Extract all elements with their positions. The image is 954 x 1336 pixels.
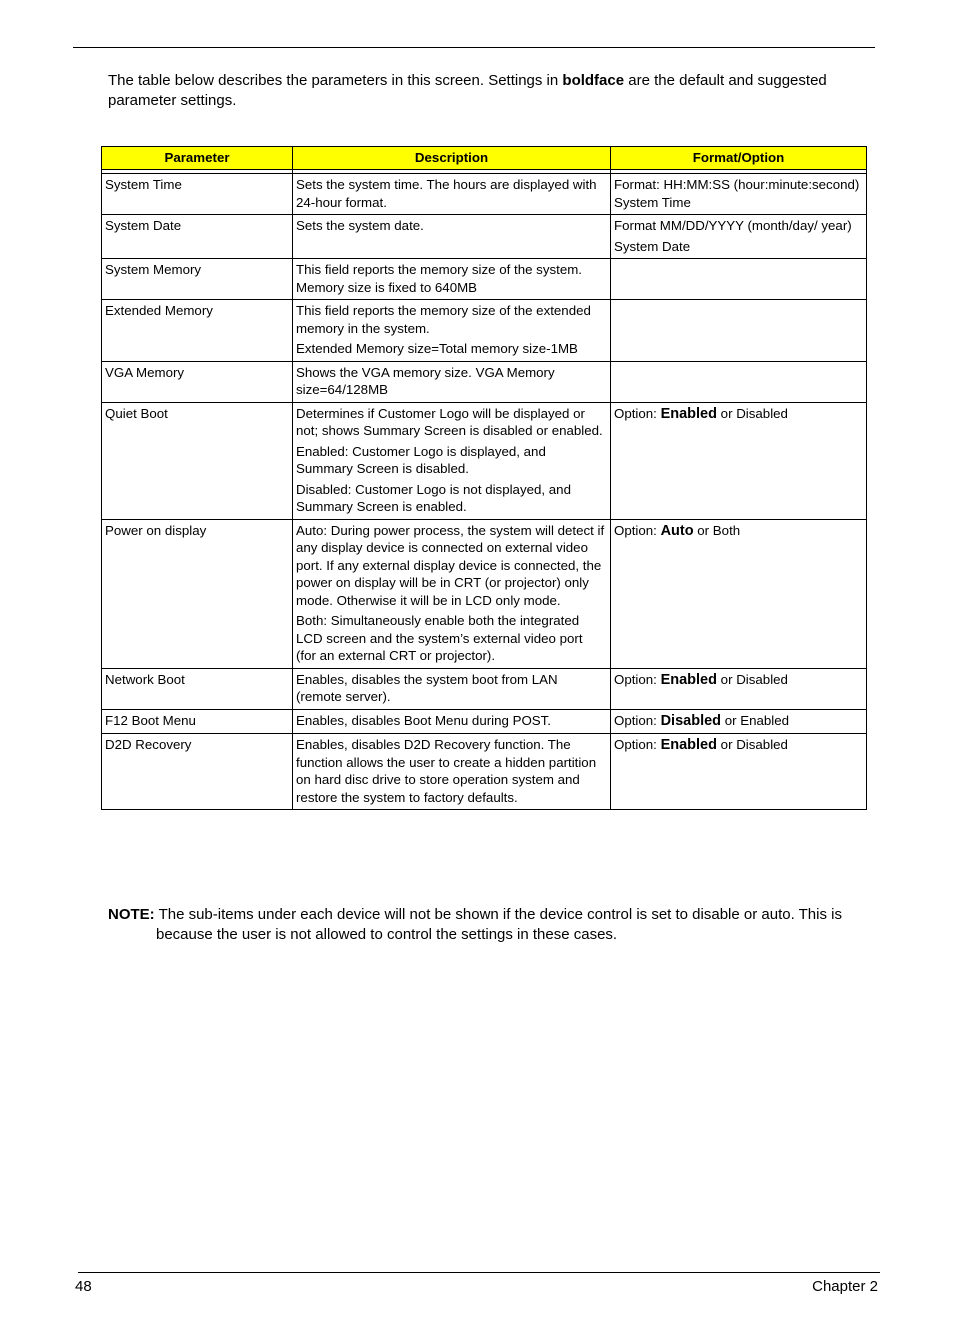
- table-row: [102, 361, 867, 402]
- option-prefix: Option:: [614, 737, 661, 752]
- option-other: or Disabled: [716, 737, 788, 752]
- description-paragraph: Disabled: Customer Logo is not displayed, and Summary Screen is enabled.: [296, 481, 571, 514]
- note-label: NOTE:: [108, 906, 155, 923]
- intro-text-after: are the default and suggested parameter settings.: [108, 72, 827, 109]
- option-prefix: Option:: [614, 712, 661, 728]
- intro-bold-word: boldface: [562, 72, 625, 89]
- note-text-2: because the user is not allowed to control the settings in these cases.: [156, 926, 618, 943]
- note-block: [108, 905, 878, 945]
- format-option-cell: [611, 259, 867, 300]
- table-header-row: [102, 147, 867, 170]
- table-row: [102, 259, 867, 300]
- note-line-1: [108, 905, 878, 925]
- option-other: or Both: [693, 522, 741, 538]
- format-option-cell: [611, 361, 867, 402]
- parameter-cell: Power on display: [102, 519, 293, 668]
- description-paragraph: This field reports the memory size of the extended memory in the system.: [296, 303, 591, 336]
- header-rule: [73, 47, 875, 48]
- parameter-cell: Extended Memory: [102, 300, 293, 362]
- table-row: [102, 215, 867, 259]
- format-option-cell: [611, 734, 867, 810]
- description-paragraph: Enables, disables D2D Recovery function. The function allows the user to create a hidden partition on hard disc drive to store operation system and restore the system to factory defaults.: [296, 737, 597, 805]
- description-paragraph: Enables, disables Boot Menu during POST.: [296, 712, 552, 728]
- description-cell: [293, 215, 611, 259]
- option-default: Enabled: [660, 671, 717, 688]
- parameter-cell: F12 Boot Menu: [102, 709, 293, 734]
- format-option-cell: [611, 519, 867, 668]
- parameter-cell: VGA Memory: [102, 361, 293, 402]
- description-paragraph: Enables, disables the system boot from LAN (remote server).: [296, 671, 558, 704]
- description-paragraph: Enabled: Customer Logo is displayed, and Summary Screen is disabled.: [296, 443, 546, 476]
- option-default: Auto: [660, 522, 694, 539]
- description-paragraph: Extended Memory size=Total memory size-1MB: [296, 341, 578, 356]
- option-other: or Enabled: [721, 712, 790, 728]
- intro-paragraph: [108, 71, 878, 111]
- description-paragraph: Sets the system time. The hours are displayed with 24-hour format.: [296, 177, 597, 210]
- description-cell: [293, 519, 611, 668]
- table-row: [102, 402, 867, 519]
- table-row: [102, 734, 867, 810]
- description-cell: [293, 300, 611, 362]
- description-cell: [293, 734, 611, 810]
- table-row: [102, 300, 867, 362]
- description-paragraph: This field reports the memory size of the system. Memory size is fixed to 640MB: [296, 262, 582, 295]
- description-paragraph: Shows the VGA memory size. VGA Memory size=64/128MB: [296, 364, 555, 397]
- parameter-cell: Network Boot: [102, 668, 293, 709]
- parameter-table: [101, 146, 867, 810]
- option-other: or Disabled: [716, 671, 788, 687]
- option-line: [614, 522, 862, 541]
- description-paragraph: Sets the system date.: [296, 218, 424, 233]
- format-option-cell: [611, 174, 867, 215]
- parameter-cell: D2D Recovery: [102, 734, 293, 810]
- table-row: [102, 174, 867, 215]
- option-default: Disabled: [660, 712, 722, 729]
- description-cell: [293, 259, 611, 300]
- description-paragraph: Determines if Customer Logo will be displayed or not; shows Summary Screen is disabled or enabled.: [296, 405, 603, 438]
- table-row: [102, 519, 867, 668]
- parameter-cell: System Memory: [102, 259, 293, 300]
- option-default: Enabled: [660, 405, 717, 422]
- chapter-label: Chapter 2: [812, 1278, 878, 1295]
- parameter-cell: System Date: [102, 215, 293, 259]
- option-line: [614, 405, 862, 424]
- option-line: [614, 736, 862, 755]
- parameter-cell: Quiet Boot: [102, 402, 293, 519]
- header-parameter: Parameter: [102, 147, 293, 170]
- description-cell: [293, 402, 611, 519]
- page-number: 48: [75, 1278, 92, 1295]
- option-line: [614, 671, 862, 690]
- description-cell: [293, 668, 611, 709]
- header-format-option: Format/Option: [611, 147, 867, 170]
- format-option-cell: [611, 709, 867, 734]
- table-body: [102, 170, 867, 810]
- note-text-1: The sub-items under each device will not be shown if the device control is set to disable or auto. This is: [154, 906, 842, 923]
- option-prefix: Option:: [614, 522, 661, 538]
- parameter-cell: System Time: [102, 174, 293, 215]
- description-cell: [293, 361, 611, 402]
- description-cell: [293, 174, 611, 215]
- format-paragraph: Format: HH:MM:SS (hour:minute:second) System Time: [614, 177, 860, 210]
- header-description: Description: [293, 147, 611, 170]
- description-paragraph: Both: Simultaneously enable both the integrated LCD screen and the system’s external video port (for an external CRT or projector).: [296, 613, 583, 663]
- format-option-cell: [611, 402, 867, 519]
- option-default: Enabled: [660, 737, 717, 753]
- table-row: [102, 709, 867, 734]
- option-other: or Disabled: [716, 405, 788, 421]
- format-option-cell: [611, 215, 867, 259]
- intro-text-before: The table below describes the parameters in this screen. Settings in: [108, 72, 563, 89]
- option-prefix: Option:: [614, 671, 661, 687]
- option-line: [614, 712, 862, 731]
- description-paragraph: Auto: During power process, the system will detect if any display device is connected on external video port. If any external display device is connected, the power on display will be in CRT (or projector) only mode. Otherwise it will be in LCD only mode.: [296, 522, 605, 608]
- format-paragraph: Format MM/DD/YYYY (month/day/ year): [614, 218, 852, 233]
- footer-rule: [78, 1272, 880, 1273]
- description-cell: [293, 709, 611, 734]
- format-option-cell: [611, 300, 867, 362]
- option-prefix: Option:: [614, 405, 661, 421]
- table-row: [102, 668, 867, 709]
- format-option-cell: [611, 668, 867, 709]
- format-paragraph: System Date: [614, 238, 691, 254]
